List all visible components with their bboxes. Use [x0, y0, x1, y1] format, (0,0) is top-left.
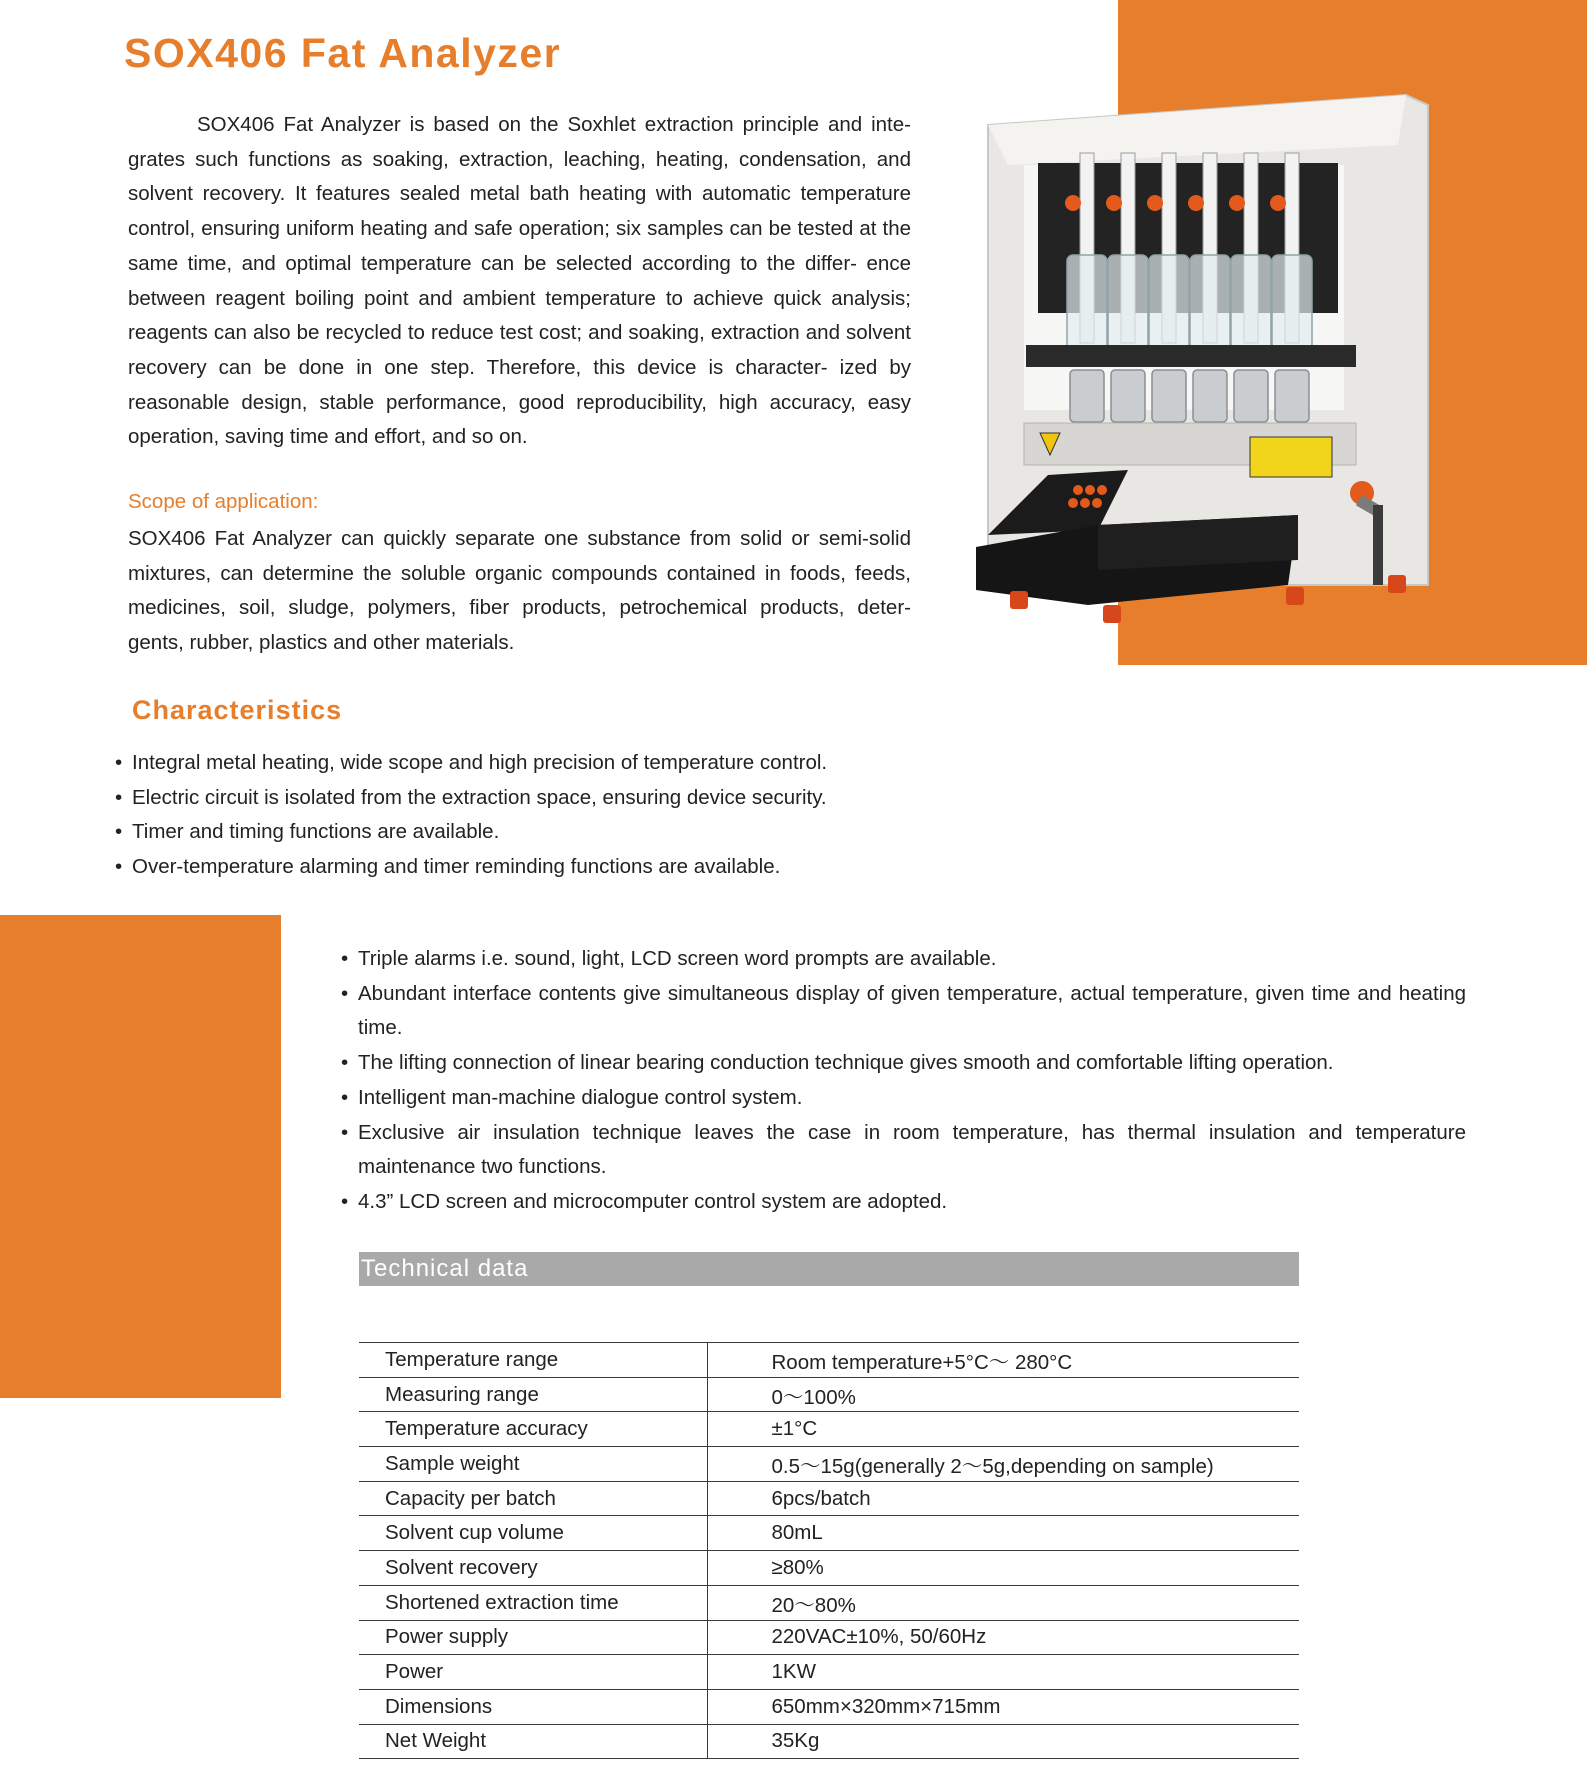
spec-param: Shortened extraction time [359, 1585, 707, 1620]
characteristics-heading: Characteristics [132, 695, 343, 725]
scope-line: medicines, soil, sludge, polymers, fiber products, petrochemical products, deter- [128, 596, 911, 620]
orange-accent-block-left [0, 915, 281, 1398]
intro-line: control, ensuring uniform heating and safe operation; six samples can be tested at [128, 217, 877, 241]
spec-value: 0.5～15g(generally 2～5g,depending on sample) [707, 1447, 1299, 1482]
spec-value: 0～100% [707, 1377, 1299, 1412]
table-row [359, 1655, 1299, 1690]
technical-data-heading: Technical data [359, 1252, 1299, 1286]
spec-param: Measuring range [359, 1377, 707, 1412]
scope-line: SOX406 Fat Analyzer can quickly separate one substance from solid or semi-solid [128, 527, 911, 550]
table-row [359, 1481, 1299, 1516]
spec-value: 6pcs/batch [707, 1481, 1299, 1516]
table-row [359, 1620, 1299, 1655]
table-row [359, 1551, 1299, 1586]
intro-line: analysis; reagents can also be recycled to reduce test cost; and soaking, extraction [128, 286, 911, 345]
table-row [359, 1516, 1299, 1551]
spec-param: Temperature range [359, 1343, 707, 1378]
list-item: • Intelligent man-machine dialogue control system. [341, 1081, 1466, 1116]
table-row [359, 1689, 1299, 1724]
page-title: SOX406 Fat Analyzer [124, 30, 562, 76]
technical-data-table [359, 1342, 1299, 1759]
intro-line: ized by reasonable design, stable performance, good reproducibility, high [128, 355, 911, 414]
spec-param: Solvent cup volume [359, 1516, 707, 1551]
list-item: • Integral metal heating, wide scope and high precision of temperature control. [115, 746, 975, 781]
list-item: • Over-temperature alarming and timer reminding functions are available. [115, 850, 975, 885]
spec-value: Room temperature+5°C～ 280°C [707, 1343, 1299, 1378]
intro-line: the same time, and optimal temperature can be selected according to the differ- [128, 217, 911, 275]
spec-value: 35Kg [707, 1724, 1299, 1759]
table-row [359, 1343, 1299, 1378]
spec-value: 80mL [707, 1516, 1299, 1551]
fat-analyzer-product-image [968, 85, 1446, 663]
spec-param: Dimensions [359, 1689, 707, 1724]
spec-param: Net Weight [359, 1724, 707, 1759]
spec-param: Solvent recovery [359, 1551, 707, 1586]
spec-value: 1KW [707, 1655, 1299, 1690]
table-row [359, 1585, 1299, 1620]
list-item: • Timer and timing functions are available. [115, 815, 975, 850]
intro-line: grates such functions as soaking, extraction, leaching, heating, condensation, and [128, 147, 911, 171]
spec-param: Temperature accuracy [359, 1412, 707, 1447]
table-row [359, 1447, 1299, 1482]
scope-heading: Scope of application: [128, 490, 319, 513]
list-item: • 4.3” LCD screen and microcomputer control system are adopted. [341, 1185, 1466, 1220]
scope-line: gents, rubber, plastics and other materials. [128, 631, 515, 655]
spec-param: Power [359, 1655, 707, 1690]
spec-param: Capacity per batch [359, 1481, 707, 1516]
table-row [359, 1412, 1299, 1447]
list-item: • Triple alarms i.e. sound, light, LCD screen word prompts are available. [341, 942, 1466, 977]
intro-line: ence between reagent boiling point and ambient temperature to achieve quick [128, 251, 911, 310]
spec-value: 650mm×320mm×715mm [707, 1689, 1299, 1724]
spec-value: 220VAC±10%, 50/60Hz [707, 1620, 1299, 1655]
intro-line: SOX406 Fat Analyzer is based on the Soxhlet extraction principle and inte- [197, 113, 911, 136]
characteristics-list [115, 746, 975, 885]
scope-paragraph [128, 522, 911, 661]
list-item: • The lifting connection of linear bearing conduction technique gives smooth and comfortable lifting operation. [341, 1046, 1466, 1081]
spec-param: Sample weight [359, 1447, 707, 1482]
spec-value: ±1°C [707, 1412, 1299, 1447]
scope-line: mixtures, can determine the soluble organic compounds contained in foods, feeds, [128, 561, 911, 585]
characteristics-list-continued [341, 942, 1466, 1220]
spec-value: 20～80% [707, 1585, 1299, 1620]
spec-value: ≥80% [707, 1551, 1299, 1586]
list-item: • Exclusive air insulation technique leaves the case in room temperature, has thermal insulation and temperature maintenance two functions. [341, 1116, 1466, 1185]
spec-param: Power supply [359, 1620, 707, 1655]
table-row [359, 1377, 1299, 1412]
intro-paragraph [128, 108, 911, 455]
intro-line: solvent recovery. It features sealed metal bath heating with automatic temperature [128, 182, 911, 206]
list-item: • Electric circuit is isolated from the extraction space, ensuring device security. [115, 781, 975, 816]
intro-line: and solvent recovery can be done in one step. Therefore, this device is character- [128, 321, 911, 379]
intro-line: accuracy, easy operation, saving time and effort, and so on. [128, 390, 911, 449]
table-row [359, 1724, 1299, 1759]
list-item: • Abundant interface contents give simultaneous display of given temperature, actual temperature, given time and heating time. [341, 977, 1466, 1046]
